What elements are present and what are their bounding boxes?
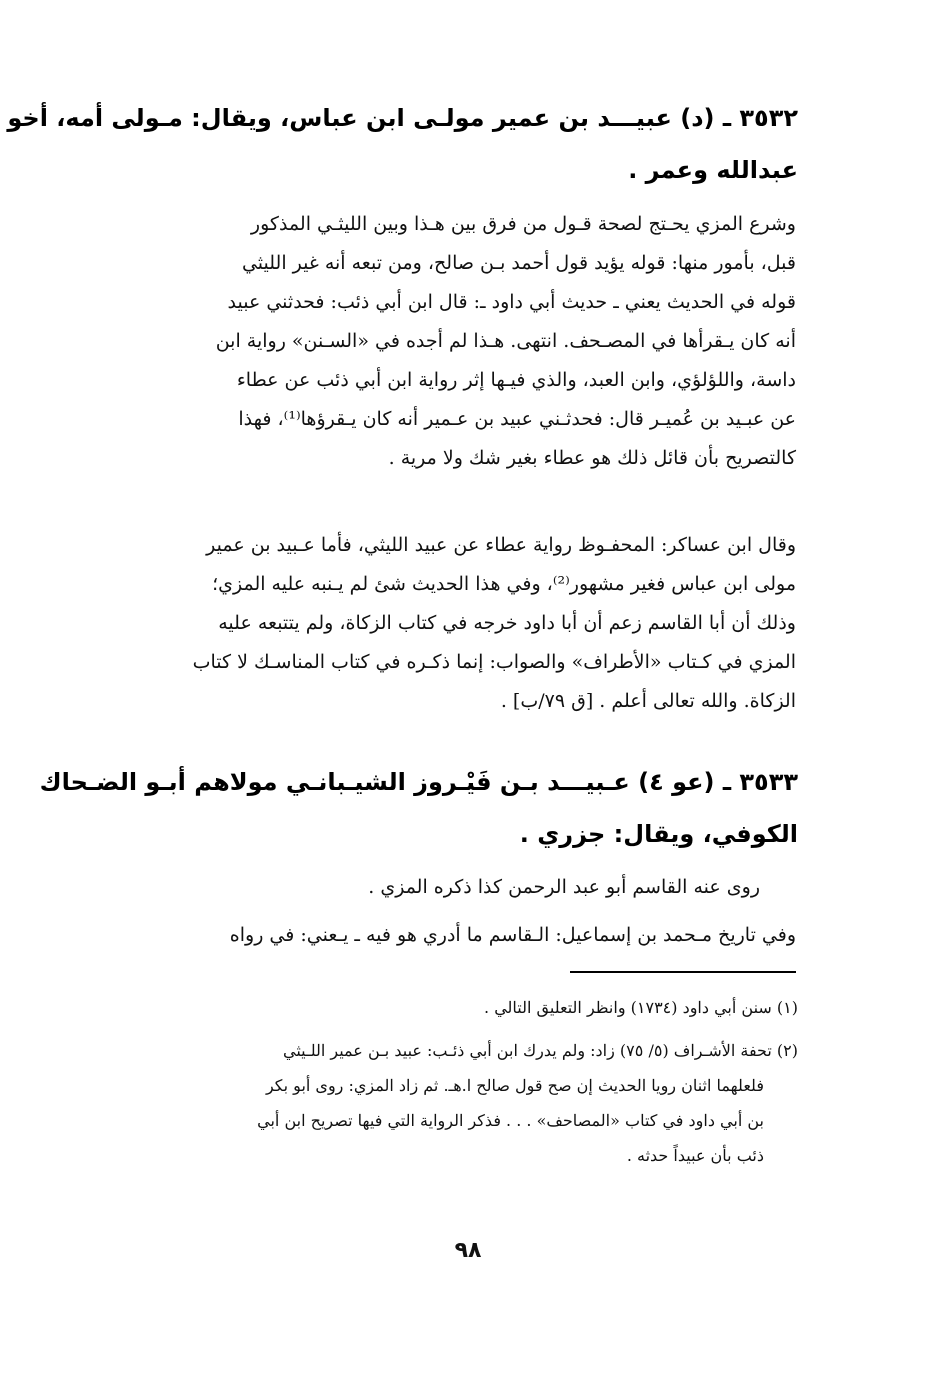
- body-paragraph: [108, 916, 796, 955]
- text-line: وذلك أن أبا القاسم زعم أن أبا داود خرجه في كتاب الزكاة، ولم يتتبعه عليه: [218, 612, 796, 634]
- text-line: عن عبـيد بن عُميـر قال: فحدثـني عبيد بن عـمير أنه كان يـقرؤها⁽¹⁾، فهذا: [238, 408, 796, 430]
- entry-heading-3532: [7, 92, 798, 196]
- footnote-line: بن أبي داود في كتاب «المصاحف» . . . فذكر الرواية التي فيها تصريح ابن أبي: [257, 1111, 764, 1130]
- entry-heading-3533: [39, 756, 798, 860]
- body-paragraph: [106, 868, 794, 907]
- text-line: قبل، بأمور منها: قوله يؤيد قول أحمد بـن صالح، ومن تبعه أنه غير الليثي: [241, 252, 796, 274]
- text-line: المزي في كـتاب «الأطراف» والصواب: إنما ذكـره في كتاب المناسـك لا كتاب: [192, 651, 796, 673]
- text-line: أنه كان يـقرأها في المصـحف. انتهى. هـذا لم أجده في «السـنن» رواية ابن: [215, 330, 796, 352]
- text-line: وشرع المزي يحـتج لصحة قـول من فرق بين هـذا وبين الليثـي المذكور: [250, 213, 796, 235]
- footnote-1: [108, 990, 798, 1025]
- heading-line: ٣٥٣٢ ـ (د) عبيـــد بن عمير مولـى ابن عباس، ويقال: مـولى أمه، أخو: [7, 104, 798, 132]
- footnote-line: ذئب بأن عبيداً حدثه .: [626, 1146, 764, 1165]
- footnote-line: (٢) تحفة الأشـراف (٥/ ٧٥) زاد: ولم يدرك ابن أبي ذئـب: عبيد بـن عمير اللـيثي: [283, 1041, 798, 1060]
- page-number: ٩٨: [454, 1238, 482, 1263]
- text-line: وقال ابن عساكر: المحفـوظ رواية عطاء عن عبيد الليثي، فأما عـبيد بن عمير: [206, 534, 796, 556]
- footnote-divider: [570, 971, 796, 973]
- heading-line: الكوفي، ويقال: جزري .: [519, 820, 798, 848]
- body-paragraph: [108, 205, 796, 478]
- text-line: قوله في الحديث يعني ـ حديث أبي داود ـ: قال ابن أبي ذئب: فحدثني عبيد: [227, 291, 796, 313]
- text-line: وفي تاريخ مـحمد بن إسماعيل: الـقاسم ما أدري هو فيه ـ يـعني: في رواه: [229, 924, 796, 946]
- heading-line: عبدالله وعمر .: [628, 156, 798, 184]
- footnote-line: فلعلهما اثنان رويا الحديث إن صح قول صالح ا.هـ. ثم زاد المزي: روى أبو بكر: [265, 1076, 764, 1095]
- footnote-line: (١) سنن أبي داود (١٧٣٤) وانظر التعليق التالي .: [484, 998, 798, 1017]
- text-line: داسة، واللؤلؤي، وابن العبد، والذي فيـها إثر رواية ابن أبي ذئب عن عطاء: [236, 369, 796, 391]
- footnote-2: [108, 1033, 798, 1173]
- text-line: مولى ابن عباس فغير مشهور⁽²⁾، وفي هذا الحديث شئ لم يـنبه عليه المزي؛: [212, 573, 796, 595]
- body-paragraph: [108, 526, 796, 721]
- text-line: كالتصريح بأن قائل ذلك هو عطاء بغير شك ولا مرية .: [388, 447, 796, 469]
- text-line: روى عنه القاسم أبو عبد الرحمن كذا ذكره المزي .: [368, 876, 760, 898]
- heading-line: ٣٥٣٣ ـ (عو ٤) عـبيـــد بـن فَيْـروز الشيـبانـي مولاهم أبـو الضـحاك: [39, 768, 798, 796]
- text-line: الزكاة. والله تعالى أعلم . [ق ٧٩/ب] .: [500, 690, 796, 712]
